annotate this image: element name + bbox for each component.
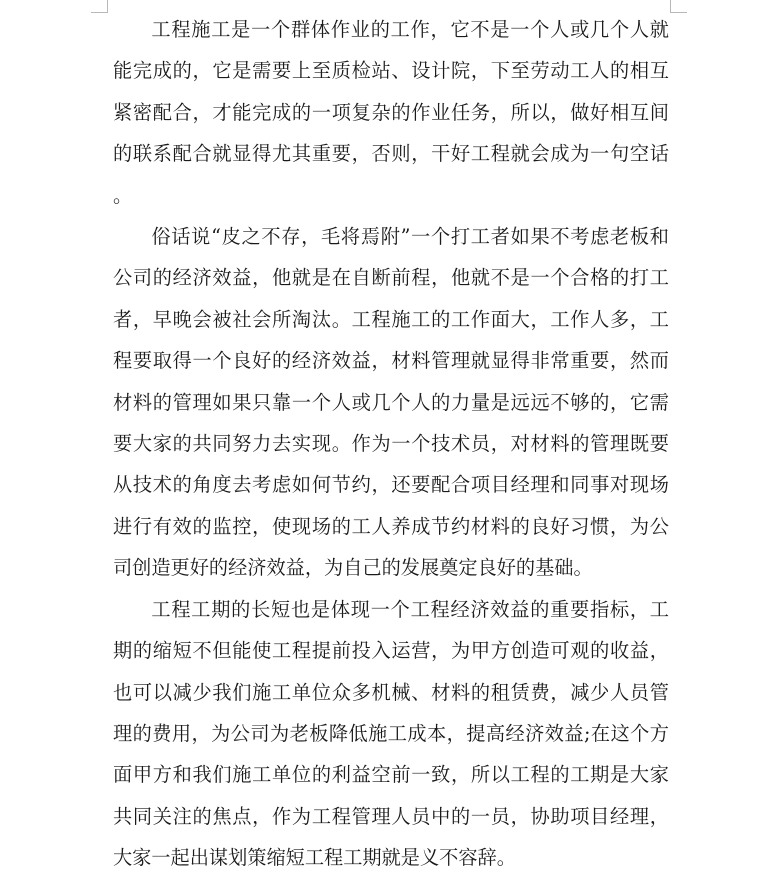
margin-corner-mark-right xyxy=(670,0,687,13)
paragraph-teamwork: 工程施工是一个群体作业的工作，它不是一个人或几个人就能完成的，它是需要上至质检站、设计院，下至劳动工人的相互紧密配合，才能完成的一项复杂的作业任务，所以，做好相互间的联系配合就显得尤其重要，否则，干好工程就会成为一句空话。 xyxy=(113,18,669,207)
paragraph-construction-schedule: 工程工期的长短也是体现一个工程经济效益的重要指标，工期的缩短不但能使工程提前投入运营，为甲方创造可观的收益，也可以减少我们施工单位众多机械、材料的租赁费，减少人员管理的费用，为公司为老板降低施工成本，提高经济效益;在这个方面甲方和我们施工单位的利益空前一致，所以工程的工期是大家共同关注的焦点，作为工程管理人员中的一员，协助项目经理，大家一起出谋划策缩短工程工期就是义不容辞。 xyxy=(113,597,669,870)
document-body[interactable] xyxy=(113,9,669,879)
margin-corner-mark-left xyxy=(91,0,108,13)
paragraph-material-management: 俗话说“皮之不存，毛将焉附”一个打工者如果不考虑老板和公司的经济效益，他就是在自断前程，他就不是一个合格的打工者，早晚会被社会所淘汰。工程施工的工作面大，工作人多，工程要取得一个良好的经济效益，材料管理就显得非常重要，然而材料的管理如果只靠一个人或几个人的力量是远远不够的，它需要大家的共同努力去实现。作为一个技术员，对材料的管理既要从技术的角度去考虑如何节约，还要配合项目经理和同事对现场进行有效的监控，使现场的工人养成节约材料的良好习惯，为公司创造更好的经济效益，为自己的发展奠定良好的基础。 xyxy=(113,225,669,580)
